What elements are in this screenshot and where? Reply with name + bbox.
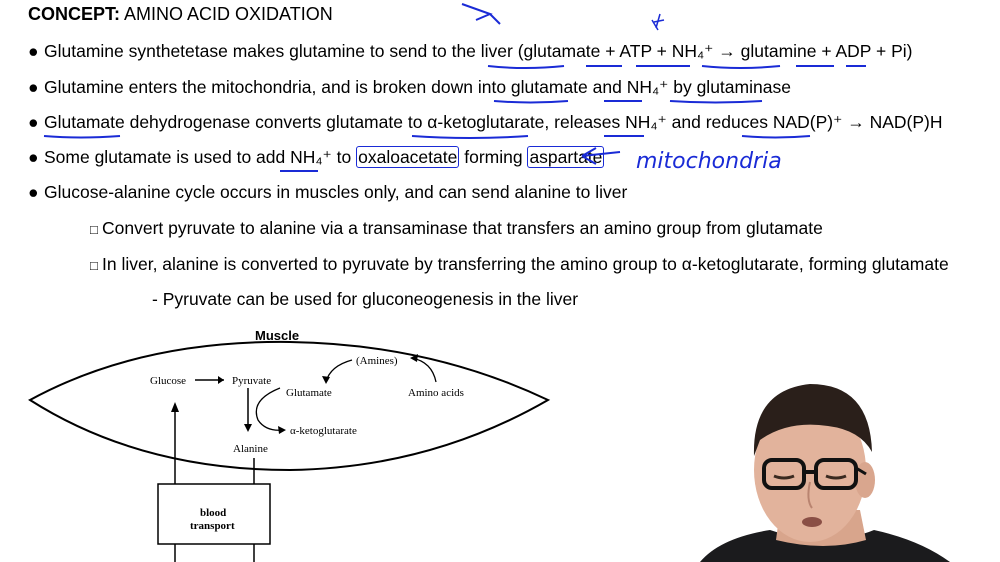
arrow-transamination [256,388,284,430]
blood-label: blood [200,507,227,519]
arrowhead-icon [322,376,330,384]
underline-stroke [488,66,564,68]
bullet-icon: ● [28,112,39,132]
sub-bullet-text-2: In liver, alanine is converted to pyruvate by transferring the amino group to α-ketoglutarate, forming glutamate [102,254,949,274]
sub-bullet-text-1: Convert pyruvate to alanine via a transaminase that transfers an amino group from glutamate [102,218,823,238]
scribble-arrow-icon [462,4,500,24]
bullet-text-5: Glucose-alanine cycle occurs in muscles only, and can send alanine to liver [44,182,628,202]
bullet-text-4c: forming [459,147,528,167]
amines-label: (Amines) [356,355,398,367]
arrowhead-icon [244,424,252,432]
transport-label: transport [190,520,235,532]
arrow-amines-glutamate [326,360,352,382]
mouth [802,517,822,527]
bullet-icon: ● [28,77,39,97]
presenter-video [660,370,1000,562]
bullet-text-1: Glutamine synthetetase makes glutamine to send to the liver (glutamate + ATP + NH₄⁺ → glutamine + ADP + Pi) [44,41,913,61]
alanine-label: Alanine [233,443,268,455]
underline-stroke [742,136,810,138]
sub-sub-bullet-text: - Pyruvate can be used for gluconeogenesis in the liver [152,289,579,309]
checkbox-square-icon: □ [90,222,98,237]
arrowhead-icon [278,426,286,434]
title-rest: AMINO ACID OXIDATION [120,4,333,24]
underline-stroke [494,101,568,103]
bullet-text-3: Glutamate dehydrogenase converts glutamate to α-ketoglutarate, releases NH₄⁺ and reduces NAD(P)⁺ → NAD(P)H [44,112,943,132]
bullet-icon: ● [28,182,39,202]
arrowhead-icon [171,402,179,412]
handwritten-note: mitochondria [636,149,782,174]
bullet-text-4a: Some glutamate is used to add NH₄⁺ to [44,147,357,167]
bullet-icon: ● [28,41,39,61]
hand-arrow-icon [582,148,620,164]
arrow-aminoacids-amines [412,358,436,382]
underline-stroke [702,66,780,68]
bullet-icon: ● [28,147,39,167]
muscle-outline [30,342,548,470]
pyruvate-label: Pyruvate [232,375,272,387]
checkbox-square-icon: □ [90,258,98,273]
glucose-label: Glucose [150,375,187,387]
muscle-label: Muscle [255,328,300,343]
underline-stroke [412,136,528,138]
scribble-mark-icon [652,14,664,30]
glutamate-label: Glutamate [286,387,332,399]
amino-acids-label: Amino acids [408,387,464,399]
underline-stroke [670,101,762,103]
bullet-text-4b: oxaloacetate [358,147,458,167]
bullet-text-2: Glutamine enters the mitochondria, and is broken down into glutamate and NH₄⁺ by glutaminase [44,77,791,97]
title-bold: CONCEPT: [28,4,121,24]
ketoglutarate-label: α-ketoglutarate [290,425,357,437]
arrowhead-icon [218,376,224,384]
underline-stroke [44,136,120,138]
bullet-text-4d: aspartate [529,147,603,167]
